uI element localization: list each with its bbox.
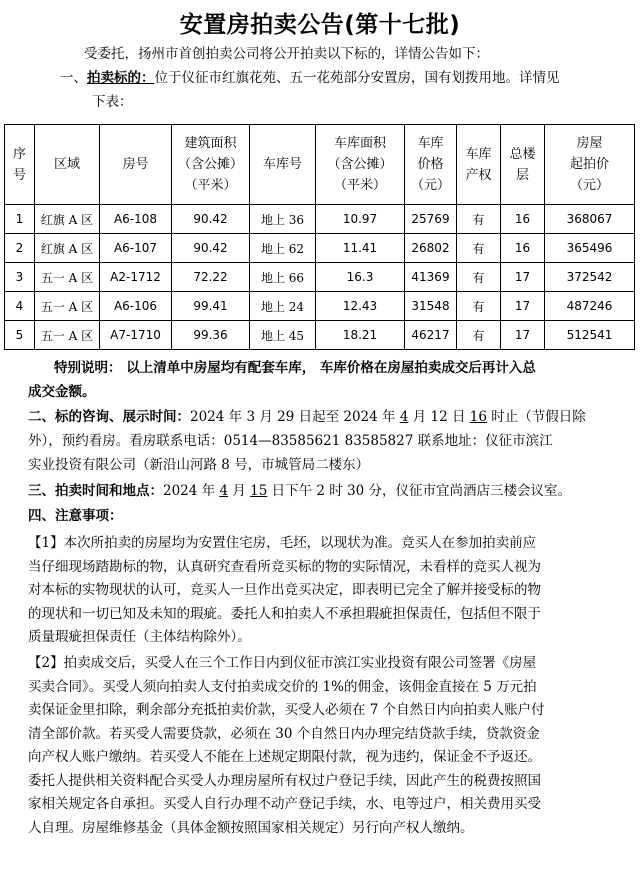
cell-total-floors: 16 [501, 234, 545, 263]
special-note-line1: 特别说明： 以上清单中房屋均有配套车库， 车库价格在房屋拍卖成交后再计入总 [54, 360, 536, 376]
header-line: （含公摊） [327, 157, 393, 172]
note2-line: 卖保证金里扣除，剩余部分充抵拍卖价款，买受人必须在 7 个自然日内向拍卖人账户付 [28, 702, 545, 718]
section1-text-line2: 下表： [92, 94, 133, 110]
section3-text-c: 日下午 2 时 30 分，仪征市宜尚酒店三楼会议室。 [267, 483, 572, 499]
cell-building-area: 90.42 [172, 205, 250, 234]
section2-date-b: 月 12 日 [408, 409, 470, 425]
cell-region: 红旗 A 区 [35, 205, 100, 234]
section3 [28, 480, 638, 504]
cell-starting-price: 365496 [545, 234, 635, 263]
note2-line: 委托人提供相关资料配合买受人办理房屋所有权过户登记手续，因此产生的税费按照国 [28, 772, 541, 789]
cell-garage-no: 地上 66 [250, 263, 316, 292]
cell-total-floors: 17 [501, 292, 545, 321]
section2-heading: 二、标的咨询、展示时间： [28, 409, 190, 425]
header-line: 建筑面积 [184, 136, 237, 151]
header-line: （平米） [333, 178, 386, 193]
note1-line: 质量瑕疵担保责任（主体结构除外）。 [28, 629, 251, 645]
section2-month: 4 [399, 409, 409, 425]
header-line: 序 [12, 146, 26, 162]
header-building-area [172, 125, 250, 205]
header-room-no [100, 125, 172, 205]
header-garage-price [405, 125, 457, 205]
special-note-line2: 成交金额。 [28, 384, 96, 400]
header-line: 号 [12, 167, 26, 183]
section4-heading: 四、注意事项： [28, 508, 123, 524]
note2-line: 人自理。房屋维修基金（具体金额按照国家相关规定）另行向产权人缴纳。 [28, 819, 474, 836]
cell-region: 五一 A 区 [35, 292, 100, 321]
cell-total-floors: 17 [501, 263, 545, 292]
cell-building-area: 90.42 [172, 234, 250, 263]
cell-garage-ownership: 有 [457, 263, 501, 292]
cell-garage-no: 地上 36 [250, 205, 316, 234]
cell-garage-area: 10.97 [316, 205, 405, 234]
section3-day: 15 [250, 483, 268, 499]
section2-date-c: 时止（节假日除 [486, 409, 586, 425]
section2-hour: 16 [469, 409, 487, 425]
note1 [28, 532, 638, 650]
cell-garage-ownership: 有 [457, 205, 501, 234]
cell-garage-price: 41369 [405, 263, 457, 292]
note2-line: 【2】拍卖成交后，买受人在三个工作日内到仪征市滨江实业投资有限公司签署《房屋 [28, 655, 537, 671]
section1-text-line1: 位于仪征市红旗花苑、五一花苑部分安置房，国有划拨用地。详情见 [154, 70, 560, 86]
cell-index: 5 [5, 321, 35, 350]
header-line: 车库号 [262, 157, 302, 172]
header-line: 房屋 [576, 136, 603, 151]
section3-month: 4 [219, 483, 229, 499]
section2-line2: 外），预约看房。看房联系电话：0514—83585621 83585827 联系地址：仪征市滨江 [28, 433, 553, 449]
cell-index: 3 [5, 263, 35, 292]
table-row [5, 205, 635, 234]
section1-prefix: 一、 [60, 70, 87, 86]
cell-garage-ownership: 有 [457, 234, 501, 263]
cell-starting-price: 512541 [545, 321, 635, 350]
table-row [5, 234, 635, 263]
table-row [5, 321, 635, 350]
header-line: （平米） [184, 178, 237, 193]
cell-index: 2 [5, 234, 35, 263]
header-line: 区域 [53, 157, 80, 172]
cell-starting-price: 487246 [545, 292, 635, 321]
cell-garage-area: 12.43 [316, 292, 405, 321]
cell-starting-price: 372542 [545, 263, 635, 292]
header-line: （元） [569, 178, 609, 193]
header-line: 房号 [122, 157, 149, 172]
header-line: 总楼 [509, 146, 536, 162]
header-line: 层 [515, 167, 529, 183]
cell-room-no: A6-107 [100, 234, 172, 263]
note2-line: 家相关规定各自承担。买受人自行办理不动产登记手续，水、电等过户，相关费用买受 [28, 796, 541, 812]
cell-region: 五一 A 区 [35, 321, 100, 350]
section3-heading: 三、拍卖时间和地点： [28, 483, 163, 499]
cell-garage-area: 11.41 [316, 234, 405, 263]
header-index [5, 125, 35, 205]
cell-garage-price: 46217 [405, 321, 457, 350]
header-starting-price [545, 125, 635, 205]
cell-room-no: A6-108 [100, 205, 172, 234]
table-header-row [5, 125, 635, 205]
header-line: （含公摊） [177, 157, 243, 172]
cell-garage-ownership: 有 [457, 321, 501, 350]
cell-building-area: 99.36 [172, 321, 250, 350]
cell-garage-no: 地上 24 [250, 292, 316, 321]
cell-garage-no: 地上 45 [250, 321, 316, 350]
header-line: 车库 [417, 136, 444, 151]
cell-index: 4 [5, 292, 35, 321]
cell-total-floors: 17 [501, 321, 545, 350]
cell-total-floors: 16 [501, 205, 545, 234]
cell-room-no: A2-1712 [100, 263, 172, 292]
cell-index: 1 [5, 205, 35, 234]
note2-line: 买卖合同》。买受人须向拍卖人支付拍卖成交价的 1%的佣金，该佣金直接在 5 万元拍 [28, 678, 537, 695]
cell-region: 红旗 A 区 [35, 234, 100, 263]
section1 [60, 67, 620, 91]
cell-garage-price: 31548 [405, 292, 457, 321]
header-line: 价格 [417, 157, 444, 172]
header-line: （元） [410, 178, 450, 193]
cell-room-no: A7-1710 [100, 321, 172, 350]
cell-building-area: 99.41 [172, 292, 250, 321]
cell-garage-ownership: 有 [457, 292, 501, 321]
note2-line: 清全部价款。若买受人需要贷款，必须在 30 个自然日内办理完结贷款手续，贷款资金 [28, 725, 540, 742]
header-line: 产权 [465, 167, 492, 183]
header-total-floors [501, 125, 545, 205]
note1-line: 对本标的实物现状的认可，竞买人一旦作出竞买决定，即表明已完全了解并接受标的物 [28, 582, 541, 598]
table-row [5, 292, 635, 321]
cell-garage-price: 25769 [405, 205, 457, 234]
header-region [35, 125, 100, 205]
section2-line1 [28, 406, 638, 430]
section3-text-b: 月 [228, 483, 251, 499]
header-garage-ownership [457, 125, 501, 205]
header-garage-no [250, 125, 316, 205]
header-line: 车库 [465, 146, 492, 162]
cell-garage-area: 16.3 [316, 263, 405, 292]
section1-heading: 拍卖标的： [87, 70, 155, 86]
table-row [5, 263, 635, 292]
cell-garage-price: 26802 [405, 234, 457, 263]
cell-garage-no: 地上 62 [250, 234, 316, 263]
note2-line: 向产权人账户缴纳。若买受人不能在上述规定期限付款，视为违约，保证金不予返还。 [28, 749, 541, 765]
header-line: 起拍价 [569, 157, 609, 172]
page-title: 安置房拍卖公告(第十七批) [179, 12, 461, 38]
note1-line: 当仔细现场踏勘标的物，认真研究查看所竞买标的物的实际情况，未看样的竞买人视为 [28, 558, 541, 575]
section3-text-a: 2024 年 [163, 483, 220, 499]
cell-region: 五一 A 区 [35, 263, 100, 292]
cell-starting-price: 368067 [545, 205, 635, 234]
cell-building-area: 72.22 [172, 263, 250, 292]
note1-line: 的现状和一切已知及未知的瑕疵。委托人和拍卖人不承担瑕疵担保责任，包括但不限于 [28, 605, 541, 622]
header-garage-area [316, 125, 405, 205]
section2-date-a: 2024 年 3 月 29 日起至 2024 年 [190, 409, 400, 425]
header-line: 车库面积 [333, 136, 386, 151]
note1-line: 【1】本次所拍卖的房屋均为安置住宅房，毛坯，以现状为准。竞买人在参加拍卖前应 [28, 535, 537, 551]
section2-line3: 实业投资有限公司（新沿山河路 8 号，市城管局二楼东） [28, 457, 370, 473]
cell-garage-area: 18.21 [316, 321, 405, 350]
intro-text: 受委托，扬州市首创拍卖公司将公开拍卖以下标的，详情公告如下： [84, 46, 489, 62]
note2 [28, 652, 638, 840]
property-table [4, 124, 635, 350]
cell-room-no: A6-106 [100, 292, 172, 321]
